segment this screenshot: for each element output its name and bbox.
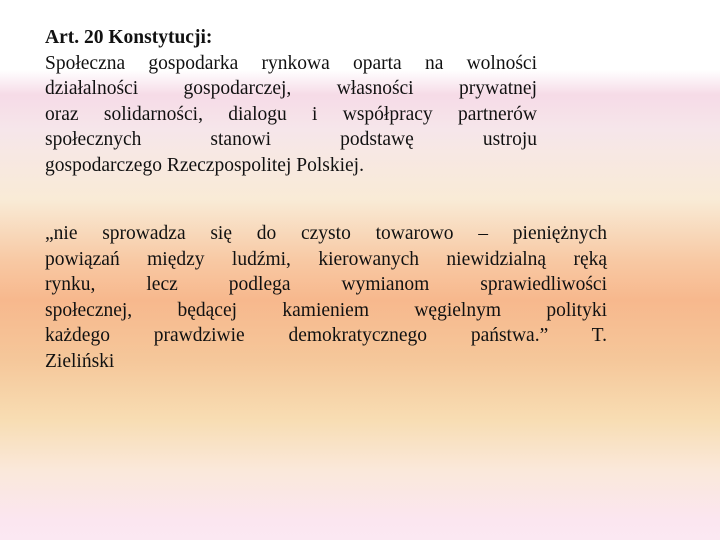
- quote-line: „nie sprowadza się do czysto towarowo – pieniężnych: [45, 223, 607, 244]
- quote-line: powiązań między ludźmi, kierowanych niewidzialną ręką: [45, 248, 607, 270]
- article-line: gospodarczego Rzeczpospolitej Polskiej.: [45, 154, 364, 176]
- quote-line: Zieliński: [45, 350, 115, 372]
- article-line: Społeczna gospodarka rynkowa oparta na wolności: [45, 52, 537, 74]
- article-line: oraz solidarności, dialogu i współpracy partnerów: [45, 103, 537, 125]
- article-line: działalności gospodarczej, własności prywatnej: [45, 78, 537, 99]
- quote-line: rynku, lecz podlega wymianom sprawiedliwości: [45, 274, 607, 295]
- article-line: społecznych stanowi podstawę ustroju: [45, 129, 537, 150]
- quote-line: społecznej, będącej kamieniem węgielnym polityki: [45, 299, 607, 321]
- quote-line: każdego prawdziwie demokratycznego państwa.” T.: [45, 325, 607, 346]
- article-title: Art. 20 Konstytucji:: [45, 27, 213, 48]
- article-block: [45, 25, 537, 178]
- quote-block: [45, 221, 607, 374]
